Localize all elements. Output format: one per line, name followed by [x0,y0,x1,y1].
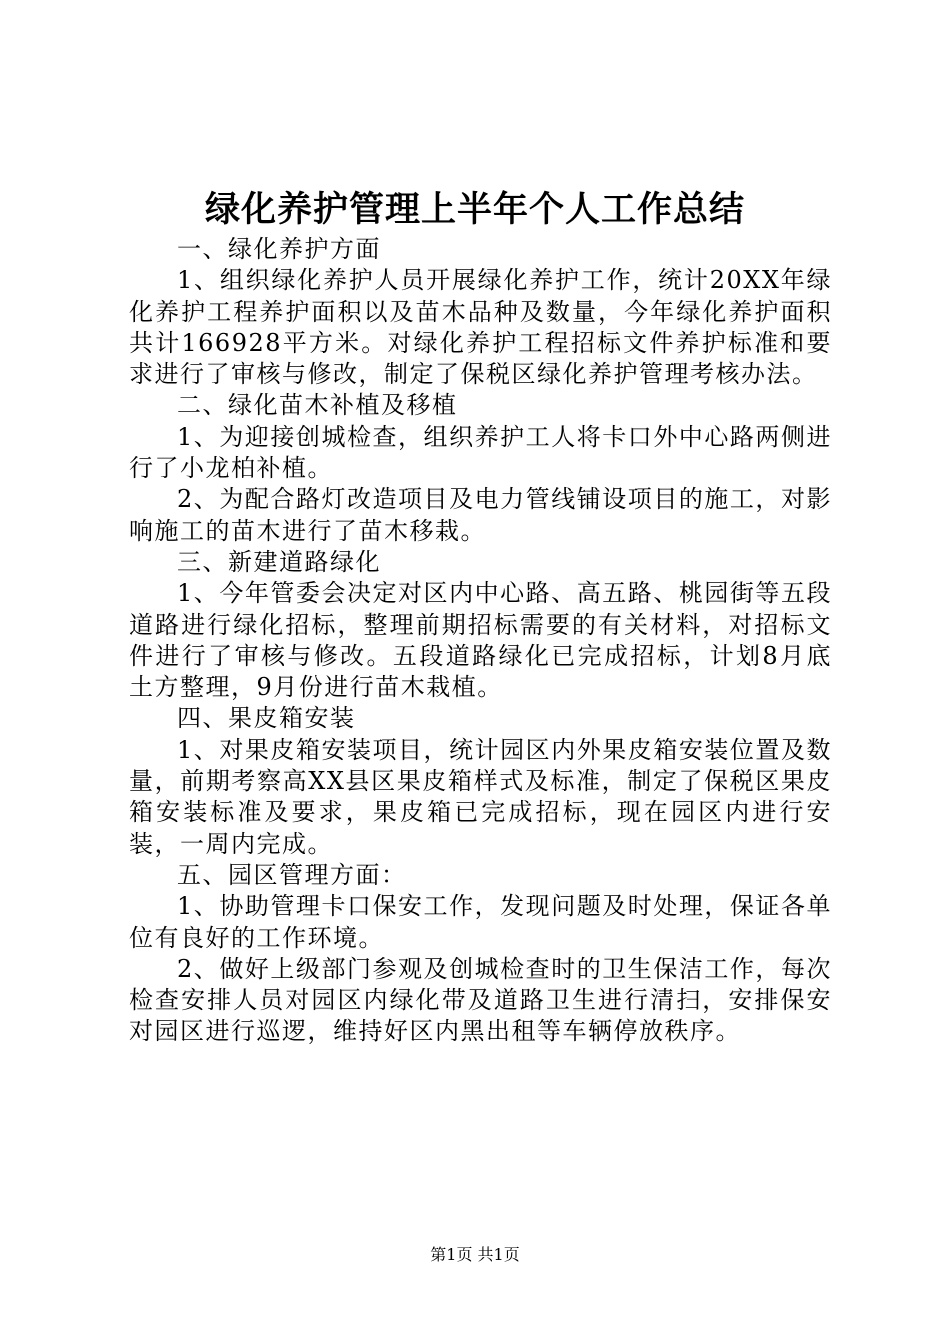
paragraph: 1、今年管委会决定对区内中心路、高五路、桃园街等五段道路进行绿化招标，整理前期招标需要的有关材料，对招标文件进行了审核与修改。五段道路绿化已完成招标，计划8月底土方整理，9月份进行苗木栽植。 [129,579,832,702]
paragraph: 1、对果皮箱安装项目，统计园区内外果皮箱安装位置及数量，前期考察高XX县区果皮箱样式及标准，制定了保税区果皮箱安装标准及要求，果皮箱已完成招标，现在园区内进行安装，一周内完成。 [129,735,832,858]
document-title: 绿化养护管理上半年个人工作总结 [204,189,745,230]
page-number-footer: 第1页 共1页 [430,1245,520,1264]
document-body [129,234,832,1048]
section-heading-1: 一、绿化养护方面 [177,235,381,263]
paragraph: 1、为迎接创城检查，组织养护工人将卡口外中心路两侧进行了小龙柏补植。 [129,422,832,483]
paragraph: 2、做好上级部门参观及创城检查时的卫生保洁工作，每次检查安排人员对园区内绿化带及道路卫生进行清扫，安排保安对园区进行巡逻，维持好区内黑出租等车辆停放秩序。 [129,954,832,1046]
paragraph: 2、为配合路灯改造项目及电力管线铺设项目的施工，对影响施工的苗木进行了苗木移栽。 [129,485,832,545]
paragraph: 1、组织绿化养护人员开展绿化养护工作，统计20XX年绿化养护工程养护面积以及苗木品种及数量，今年绿化养护面积共计166928平方米。对绿化养护工程招标文件养护标准和要求进行了审核与修改，制定了保税区绿化养护管理考核办法。 [129,266,832,389]
section-heading-3: 三、新建道路绿化 [177,547,381,576]
section-heading-5: 五、园区管理方面： [177,860,407,889]
section-heading-2: 二、绿化苗木补植及移植 [177,391,458,420]
paragraph: 1、协助管理卡口保安工作，发现问题及时处理，保证各单位有良好的工作环境。 [129,892,832,952]
section-heading-4: 四、果皮箱安装 [177,704,356,733]
